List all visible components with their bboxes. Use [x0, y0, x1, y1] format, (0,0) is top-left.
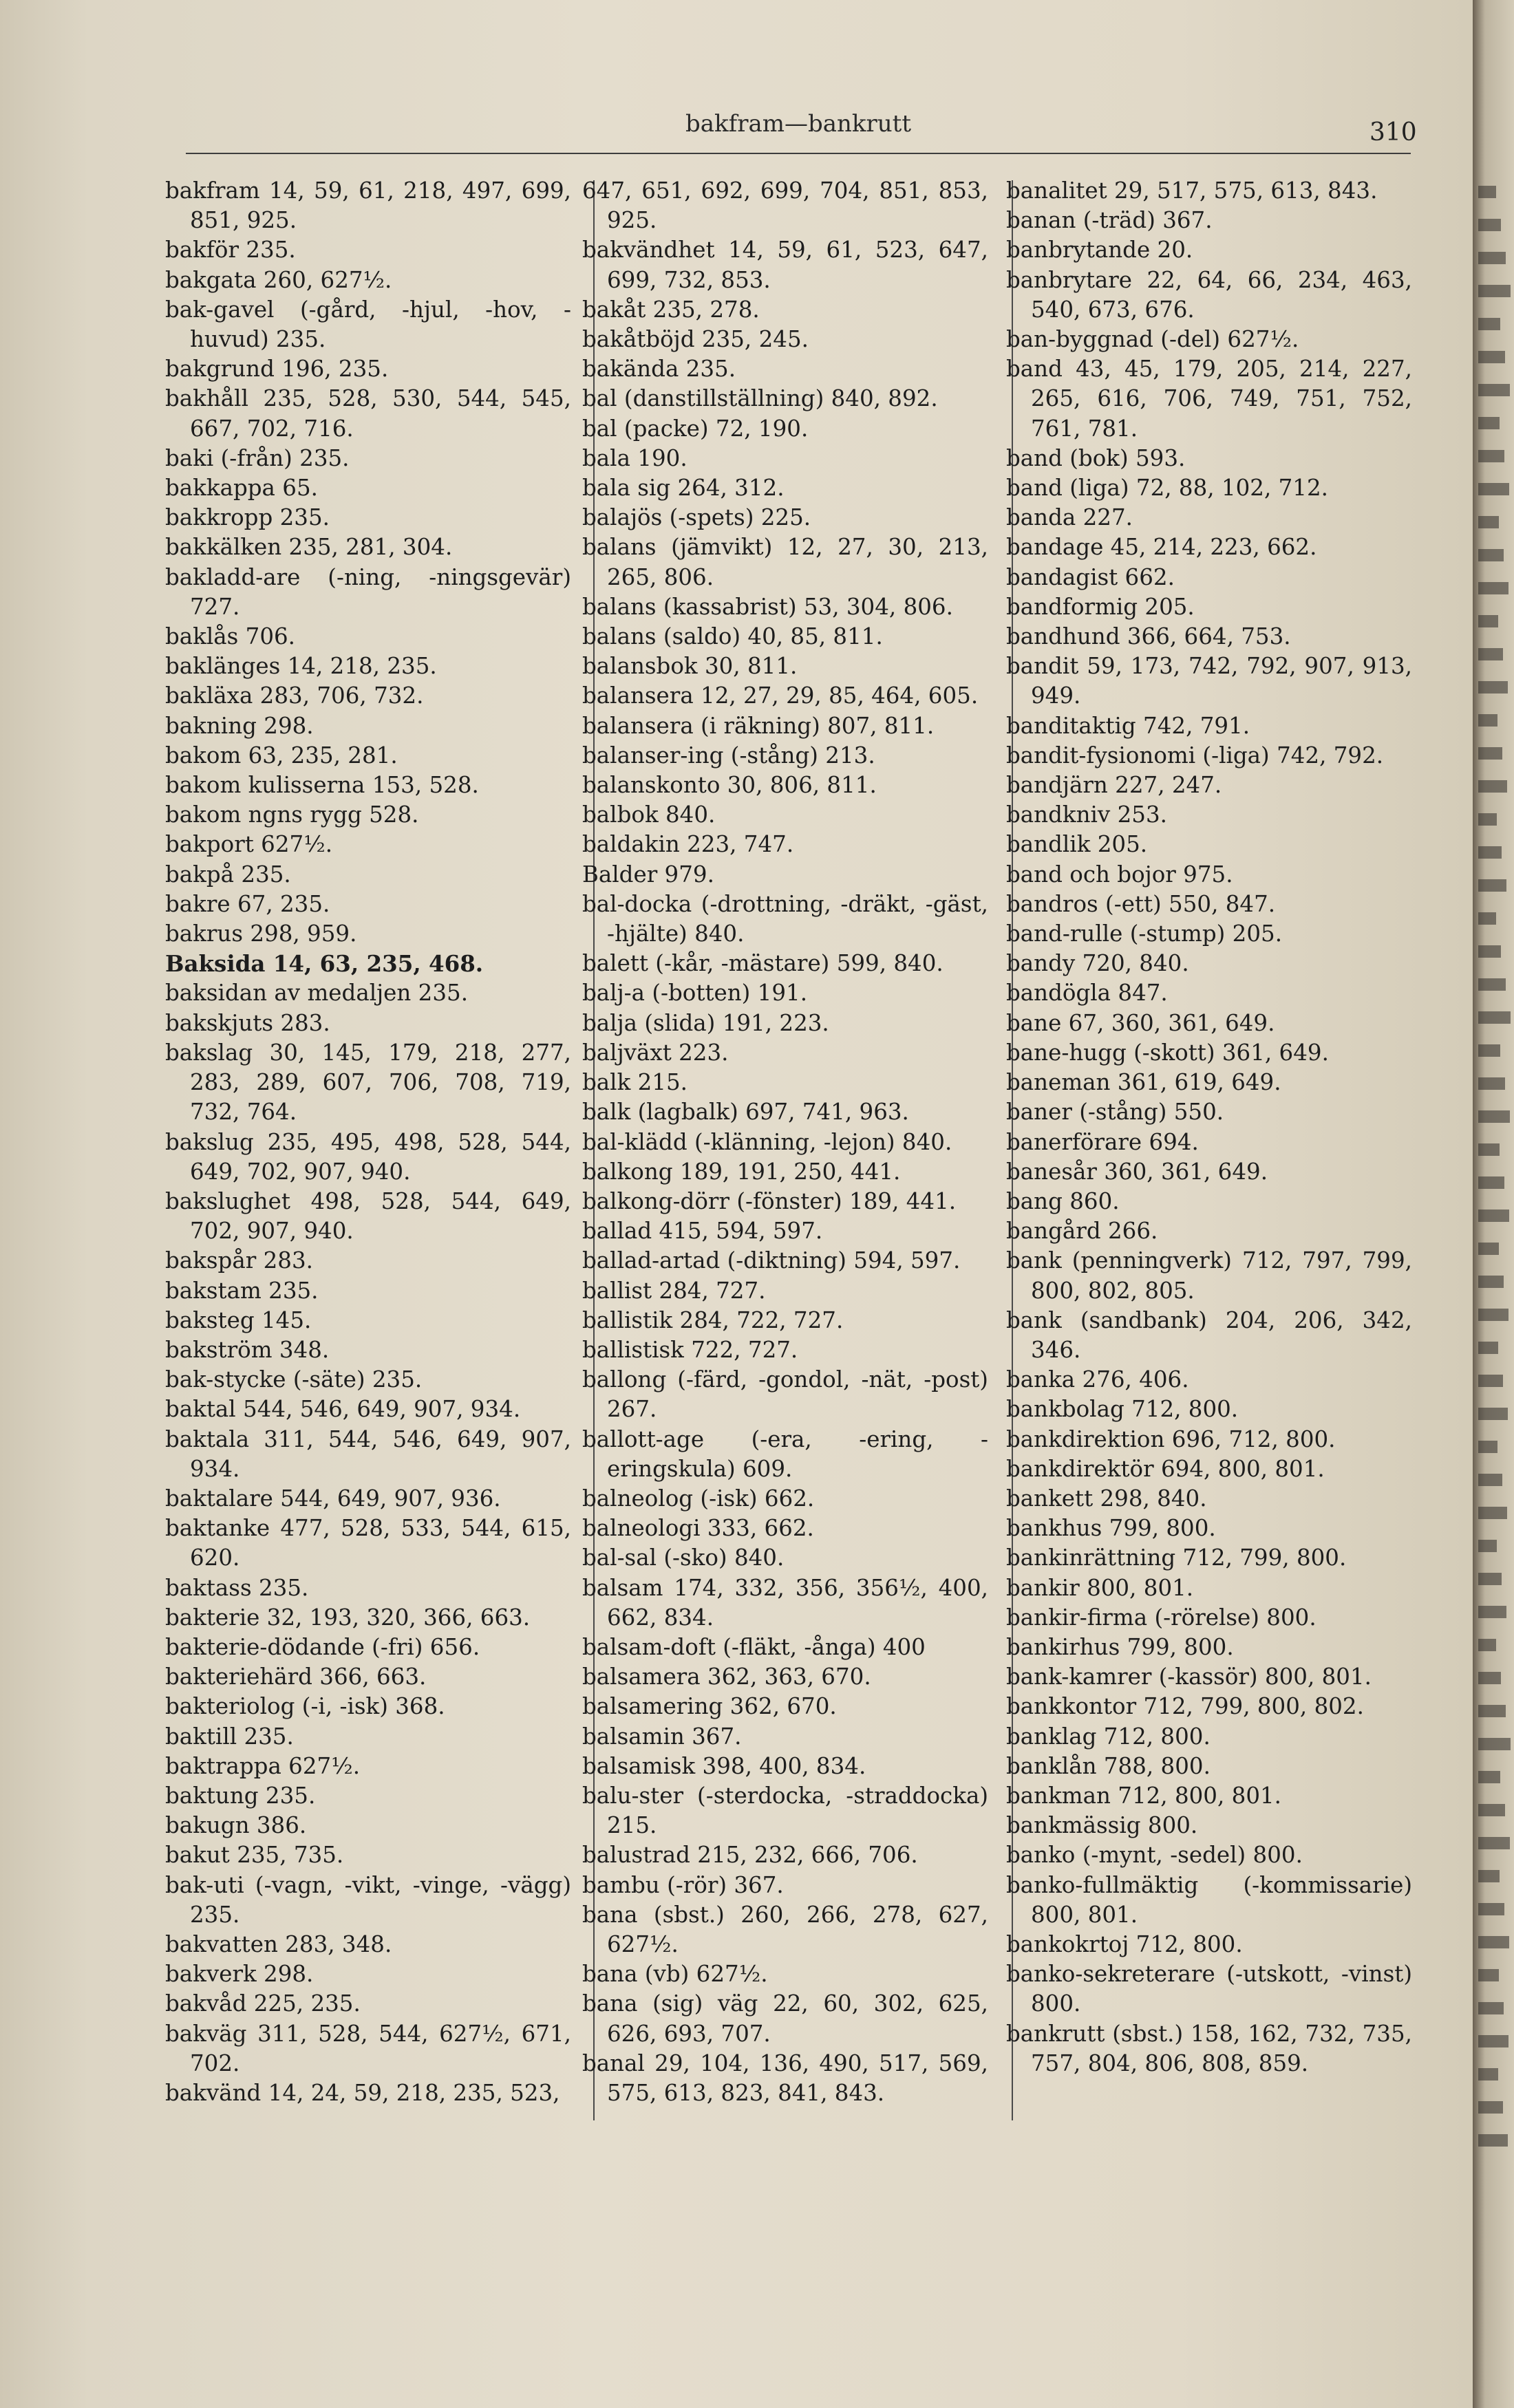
index-entry: balansera (i räkning) 807, 811.	[582, 712, 935, 739]
edge-text-fragment	[1478, 1176, 1504, 1189]
index-entry: bakfram 14, 59, 61, 218, 497, 699, 851, 925.	[165, 178, 571, 234]
index-entry: bakrus 298, 959.	[165, 921, 357, 947]
index-entry: bandros (-ett) 550, 847.	[1006, 890, 1276, 917]
index-entry: bankir 800, 801.	[1006, 1574, 1194, 1601]
index-entry: baktung 235.	[165, 1782, 316, 1809]
edge-text-fragment	[1478, 2134, 1508, 2147]
edge-text-fragment	[1478, 1276, 1504, 1288]
index-entry: bakvänd 14, 24, 59, 218, 235, 523,	[165, 2080, 560, 2106]
index-entry: banal 29, 104, 136, 490, 517, 569, 575, 613, 823, 841, 843.	[582, 2050, 988, 2106]
edge-text-fragment	[1478, 1507, 1507, 1519]
index-entry: balja (slida) 191, 223.	[582, 1009, 829, 1036]
index-entry: banditaktig 742, 791.	[1006, 712, 1250, 739]
index-entry: bakför 235.	[165, 237, 296, 264]
index-entry: banklån 788, 800.	[1006, 1752, 1211, 1779]
index-entry: bankirhus 799, 800.	[1006, 1633, 1234, 1660]
edge-text-fragment	[1478, 945, 1501, 958]
index-entry: bakända 235.	[582, 356, 736, 383]
index-entry: bakvändhet 14, 59, 61, 523, 647, 699, 732, 853.	[582, 237, 988, 293]
index-entry: balsamering 362, 670.	[582, 1693, 837, 1720]
index-entry: balansera 12, 27, 29, 85, 464, 605.	[582, 682, 979, 709]
edge-text-fragment	[1478, 1011, 1511, 1024]
index-entry: banko-sekreterare (-utskott, -vinst) 800.	[1006, 1961, 1412, 2017]
edge-text-fragment	[1478, 219, 1501, 231]
index-entry: bankrutt (sbst.) 158, 162, 732, 735, 757, 804, 806, 808, 859.	[1006, 2020, 1412, 2076]
index-entry: bankokrtoj 712, 800.	[1006, 1931, 1243, 1957]
index-entry: balanser-ing (-stång) 213.	[582, 742, 875, 768]
index-entry: ballist 284, 727.	[582, 1277, 766, 1304]
edge-text-fragment	[1478, 681, 1508, 694]
edge-text-fragment	[1478, 1077, 1505, 1090]
edge-text-fragment	[1478, 186, 1496, 198]
index-entry: bala 190.	[582, 444, 687, 471]
index-entry: bal (packe) 72, 190.	[582, 415, 809, 442]
edge-text-fragment	[1478, 1771, 1500, 1783]
index-entry: bankir-firma (-rörelse) 800.	[1006, 1604, 1316, 1631]
index-entry: balsamera 362, 363, 670.	[582, 1664, 871, 1690]
index-entry: bankinrättning 712, 799, 800.	[1006, 1545, 1347, 1571]
index-entry: ballistik 284, 722, 727.	[582, 1307, 844, 1333]
index-entry: bakom 63, 235, 281.	[165, 742, 398, 768]
edge-text-fragment	[1478, 2101, 1503, 2114]
index-entry: bakkälken 235, 281, 304.	[165, 534, 453, 561]
edge-text-fragment	[1478, 1441, 1497, 1453]
index-entry: bandit 59, 173, 742, 792, 907, 913, 949.	[1006, 653, 1412, 709]
index-entry: bala sig 264, 312.	[582, 475, 785, 502]
index-entry: bakteriolog (-i, -isk) 368.	[165, 1693, 445, 1720]
index-entry: bal-docka (-drottning, -dräkt, -gäst, -hjälte) 840.	[582, 890, 988, 947]
edge-text-fragment	[1478, 846, 1502, 859]
edge-text-fragment	[1478, 417, 1500, 429]
index-entry: banerförare 694.	[1006, 1128, 1199, 1155]
index-entry: bankkontor 712, 799, 800, 802.	[1006, 1693, 1364, 1720]
index-entry: bana (vb) 627½.	[582, 1961, 768, 1988]
index-entry: balajös (-spets) 225.	[582, 504, 811, 531]
index-entry: band och bojor 975.	[1006, 861, 1233, 888]
index-entry: baktill 235.	[165, 1723, 294, 1750]
index-entry: bankdirektion 696, 712, 800.	[1006, 1426, 1336, 1452]
index-entry: baktala 311, 544, 546, 649, 907, 934.	[165, 1426, 571, 1482]
edge-text-fragment	[1478, 252, 1506, 264]
index-entry: bandlik 205.	[1006, 831, 1148, 858]
edge-text-fragment	[1478, 1540, 1497, 1552]
edge-text-fragment	[1478, 1573, 1502, 1585]
index-entry: baksidan av medaljen 235.	[165, 980, 469, 1007]
index-entry: baklås 706.	[165, 623, 296, 650]
index-entry: bankdirektör 694, 800, 801.	[1006, 1455, 1325, 1482]
index-entry: bakre 67, 235.	[165, 890, 330, 917]
index-entry: balk 215.	[582, 1069, 687, 1096]
index-entry: baner (-stång) 550.	[1006, 1099, 1224, 1126]
index-entry: banko (-mynt, -sedel) 800.	[1006, 1842, 1303, 1869]
edge-text-fragment	[1478, 1210, 1509, 1222]
index-entry: band (bok) 593.	[1006, 444, 1186, 471]
edge-text-fragment	[1478, 549, 1504, 561]
index-entry: balsamisk 398, 400, 834.	[582, 1752, 866, 1779]
edge-text-fragment	[1478, 1738, 1511, 1750]
edge-text-fragment	[1478, 1110, 1510, 1123]
index-entry: balk (lagbalk) 697, 741, 963.	[582, 1099, 909, 1126]
index-entry: bakut 235, 735.	[165, 1842, 344, 1869]
edge-text-fragment	[1478, 1837, 1510, 1849]
edge-text-fragment	[1478, 1672, 1501, 1684]
edge-text-fragment	[1478, 2002, 1504, 2014]
index-entry: band-rulle (-stump) 205.	[1006, 921, 1283, 947]
index-entry: bankett 298, 840.	[1006, 1485, 1207, 1512]
index-entry: bakladd-are (-ning, -ningsgevär) 727.	[165, 563, 571, 620]
edge-text-fragment	[1478, 384, 1510, 396]
index-entry: bak-stycke (-säte) 235.	[165, 1366, 423, 1393]
index-entry: ban-byggnad (-del) 627½.	[1006, 326, 1299, 353]
index-entry: ballad-artad (-diktning) 594, 597.	[582, 1247, 961, 1274]
index-entry: bakåtböjd 235, 245.	[582, 326, 809, 353]
index-entry: bakverk 298.	[165, 1961, 314, 1988]
index-entry: bakväg 311, 528, 544, 627½, 671, 702.	[165, 2020, 571, 2076]
index-entry: bandjärn 227, 247.	[1006, 772, 1222, 799]
index-entry: bakläxa 283, 706, 732.	[165, 682, 424, 709]
index-entry: bak-uti (-vagn, -vikt, -vinge, -vägg) 235.	[165, 1871, 571, 1928]
index-entry: bakhåll 235, 528, 530, 544, 545, 667, 702, 716.	[165, 385, 571, 442]
edge-text-fragment	[1478, 2035, 1508, 2047]
edge-text-fragment	[1478, 747, 1502, 760]
index-entry: bal-sal (-sko) 840.	[582, 1545, 785, 1571]
index-entry: baktanke 477, 528, 533, 544, 615, 620.	[165, 1515, 571, 1571]
edge-text-fragment	[1478, 285, 1511, 297]
index-column-1	[165, 176, 571, 2108]
index-entry: bankmässig 800.	[1006, 1812, 1198, 1839]
edge-text-fragment	[1478, 351, 1505, 363]
index-entry: bak-gavel (-gård, -hjul, -hov, -huvud) 235.	[165, 296, 571, 353]
edge-text-fragment	[1478, 879, 1506, 892]
edge-text-fragment	[1478, 615, 1498, 627]
index-entry: bandkniv 253.	[1006, 802, 1167, 828]
index-entry: banka 276, 406.	[1006, 1366, 1189, 1393]
edge-text-fragment	[1478, 714, 1497, 727]
index-entry: balsam 174, 332, 356, 356½, 400, 662, 834.	[582, 1574, 988, 1631]
index-entry: balneologi 333, 662.	[582, 1515, 814, 1542]
edge-text-fragment	[1478, 582, 1508, 594]
edge-text-fragment	[1478, 1639, 1496, 1651]
edge-text-fragment	[1478, 780, 1507, 793]
index-entry: balett (-kår, -mästare) 599, 840.	[582, 950, 943, 977]
index-entry: banalitet 29, 517, 575, 613, 843.	[1006, 178, 1378, 204]
index-entry: balanskonto 30, 806, 811.	[582, 772, 877, 799]
index-entry: bakstam 235.	[165, 1277, 319, 1304]
index-entry: bakslug 235, 495, 498, 528, 544, 649, 702, 907, 940.	[165, 1128, 571, 1185]
adjacent-page-edge	[1473, 0, 1514, 2408]
index-entry: balans (kassabrist) 53, 304, 806.	[582, 593, 953, 620]
index-entry: bakvåd 225, 235.	[165, 1990, 361, 2017]
edge-text-fragment	[1478, 483, 1509, 495]
index-entry: 647, 651, 692, 699, 704, 851, 853, 925.	[582, 178, 988, 234]
index-entry: bankbolag 712, 800.	[1006, 1396, 1239, 1423]
index-entry: bakpå 235.	[165, 861, 291, 888]
index-entry: bakvatten 283, 348.	[165, 1931, 392, 1957]
index-column-3	[1006, 176, 1412, 2078]
index-entry: balans (jämvikt) 12, 27, 30, 213, 265, 806.	[582, 534, 988, 590]
index-entry: baki (-från) 235.	[165, 444, 350, 471]
running-head: bakfram—bankrutt	[685, 110, 911, 138]
index-entry: baljväxt 223.	[582, 1039, 729, 1066]
edge-text-fragment	[1478, 1309, 1508, 1321]
index-entry: bakom kulisserna 153, 528.	[165, 772, 479, 799]
index-entry: bal-klädd (-klänning, -lejon) 840.	[582, 1128, 952, 1155]
index-entry: banan (-träd) 367.	[1006, 207, 1213, 234]
edge-text-fragment	[1478, 2068, 1498, 2081]
index-entry: Balder 979.	[582, 861, 714, 888]
index-entry: bakström 348.	[165, 1336, 330, 1363]
edge-text-fragment	[1478, 1143, 1500, 1156]
index-entry: balkong 189, 191, 250, 441.	[582, 1158, 901, 1185]
index-entry: banesår 360, 361, 649.	[1006, 1158, 1268, 1185]
edge-text-fragment	[1478, 978, 1506, 991]
index-entry: bandhund 366, 664, 753.	[1006, 623, 1291, 650]
header-rule	[186, 153, 1411, 154]
index-entry: bakspår 283.	[165, 1247, 313, 1274]
edge-text-fragment	[1478, 1408, 1508, 1420]
index-entry: bakteriehärd 366, 663.	[165, 1664, 427, 1690]
index-entry: banda 227.	[1006, 504, 1133, 531]
edge-text-fragment	[1478, 1804, 1505, 1816]
index-entry: bankman 712, 800, 801.	[1006, 1782, 1282, 1809]
index-entry: balu-ster (-sterdocka, -straddocka) 215.	[582, 1782, 988, 1839]
index-entry: balansbok 30, 811.	[582, 653, 798, 680]
index-entry: bane-hugg (-skott) 361, 649.	[1006, 1039, 1329, 1066]
index-entry: bandagist 662.	[1006, 563, 1175, 590]
index-entry: banklag 712, 800.	[1006, 1723, 1211, 1750]
edge-text-fragment	[1478, 1342, 1498, 1354]
index-entry: balbok 840.	[582, 802, 716, 828]
index-entry: bal (danstillställning) 840, 892.	[582, 385, 938, 412]
index-entry: bakom ngns rygg 528.	[165, 802, 419, 828]
index-entry: bakkappa 65.	[165, 475, 318, 502]
index-entry: banbrytande 20.	[1006, 237, 1193, 264]
index-entry: baktass 235.	[165, 1574, 309, 1601]
index-entry: baktalare 544, 649, 907, 936.	[165, 1485, 501, 1512]
index-entry: bangård 266.	[1006, 1218, 1158, 1245]
index-entry: bandformig 205.	[1006, 593, 1195, 620]
index-entry: bakning 298.	[165, 712, 314, 739]
edge-text-fragment	[1478, 318, 1500, 330]
index-entry: band (liga) 72, 88, 102, 712.	[1006, 475, 1328, 502]
index-entry: baksteg 145.	[165, 1307, 312, 1333]
edge-text-fragment	[1478, 1903, 1504, 1915]
index-column-2	[582, 176, 988, 2108]
index-entry: bakgata 260, 627½.	[165, 266, 392, 293]
index-entry: bakslughet 498, 528, 544, 649, 702, 907, 940.	[165, 1187, 571, 1245]
index-entry: bakkropp 235.	[165, 504, 330, 531]
index-entry: balsam-doft (-fläkt, -ånga) 400	[582, 1633, 926, 1660]
index-entry: balsamin 367.	[582, 1723, 742, 1750]
index-entry: bandögla 847.	[1006, 980, 1168, 1007]
index-entry: balneolog (-isk) 662.	[582, 1485, 815, 1512]
index-entry: bakslag 30, 145, 179, 218, 277, 283, 289, 607, 706, 708, 719, 732, 764.	[165, 1039, 571, 1126]
index-entry: bana (sbst.) 260, 266, 278, 627, 627½.	[582, 1901, 988, 1957]
index-entry: balkong-dörr (-fönster) 189, 441.	[582, 1187, 957, 1214]
index-entry: bakugn 386.	[165, 1812, 307, 1839]
index-entry: bana (sig) väg 22, 60, 302, 625, 626, 693, 707.	[582, 1990, 988, 2047]
index-entry: bandy 720, 840.	[1006, 950, 1189, 977]
index-entry: ballad 415, 594, 597.	[582, 1218, 823, 1245]
edge-text-fragment	[1478, 813, 1497, 826]
edge-text-fragment	[1478, 1243, 1499, 1255]
index-entry: bandit-fysionomi (-liga) 742, 792.	[1006, 742, 1384, 768]
index-entry: bakskjuts 283.	[165, 1009, 330, 1036]
index-entry: bandage 45, 214, 223, 662.	[1006, 534, 1317, 561]
index-entry: balustrad 215, 232, 666, 706.	[582, 1842, 918, 1869]
index-entry: bank (sandbank) 204, 206, 342, 346.	[1006, 1307, 1412, 1363]
index-entry: baklänges 14, 218, 235.	[165, 653, 437, 680]
index-entry: baktrappa 627½.	[165, 1752, 361, 1779]
index-entry: banbrytare 22, 64, 66, 234, 463, 540, 673, 676.	[1006, 266, 1412, 323]
edge-text-fragment	[1478, 912, 1496, 925]
index-entry: bank-kamrer (-kassör) 800, 801.	[1006, 1664, 1372, 1690]
index-entry: balj-a (-botten) 191.	[582, 980, 808, 1007]
index-entry: band 43, 45, 179, 205, 214, 227, 265, 616, 706, 749, 751, 752, 761, 781.	[1006, 356, 1412, 442]
index-entry: bakåt 235, 278.	[582, 296, 760, 323]
edge-text-fragment	[1478, 1375, 1503, 1387]
index-entry: ballistisk 722, 727.	[582, 1336, 798, 1363]
index-entry: bank (penningverk) 712, 797, 799, 800, 802, 805.	[1006, 1247, 1412, 1304]
page-number: 310	[1369, 118, 1417, 147]
edge-text-fragment	[1478, 1870, 1500, 1882]
index-entry: bankhus 799, 800.	[1006, 1515, 1216, 1542]
index-entry: bakterie 32, 193, 320, 366, 663.	[165, 1604, 531, 1631]
edge-text-fragment	[1478, 1936, 1509, 1948]
index-entry: ballott-age (-era, -ering, -eringskula) 609.	[582, 1426, 988, 1482]
index-entry: Baksida 14, 63, 235, 468.	[165, 950, 484, 978]
index-entry: bang 860.	[1006, 1187, 1120, 1214]
index-entry: bambu (-rör) 367.	[582, 1871, 784, 1898]
index-entry: baldakin 223, 747.	[582, 831, 794, 858]
edge-text-fragment	[1478, 1606, 1506, 1618]
edge-text-fragment	[1478, 1044, 1500, 1057]
index-entry: baneman 361, 619, 649.	[1006, 1069, 1281, 1096]
index-entry: banko-fullmäktig (-kommissarie) 800, 801.	[1006, 1871, 1412, 1928]
edge-text-fragment	[1478, 516, 1499, 528]
index-entry: bakgrund 196, 235.	[165, 356, 389, 383]
index-entry: bane 67, 360, 361, 649.	[1006, 1009, 1275, 1036]
index-entry: bakterie-dödande (-fri) 656.	[165, 1633, 480, 1660]
index-entry: ballong (-färd, -gondol, -nät, -post) 267.	[582, 1366, 988, 1423]
index-entry: baktal 544, 546, 649, 907, 934.	[165, 1396, 521, 1423]
edge-text-fragment	[1478, 648, 1503, 660]
index-entry: bakport 627½.	[165, 831, 333, 858]
edge-text-fragment	[1478, 1474, 1502, 1486]
edge-text-fragment	[1478, 1969, 1499, 1981]
index-entry: balans (saldo) 40, 85, 811.	[582, 623, 883, 650]
edge-text-fragment	[1478, 1705, 1506, 1717]
edge-text-fragment	[1478, 450, 1504, 462]
